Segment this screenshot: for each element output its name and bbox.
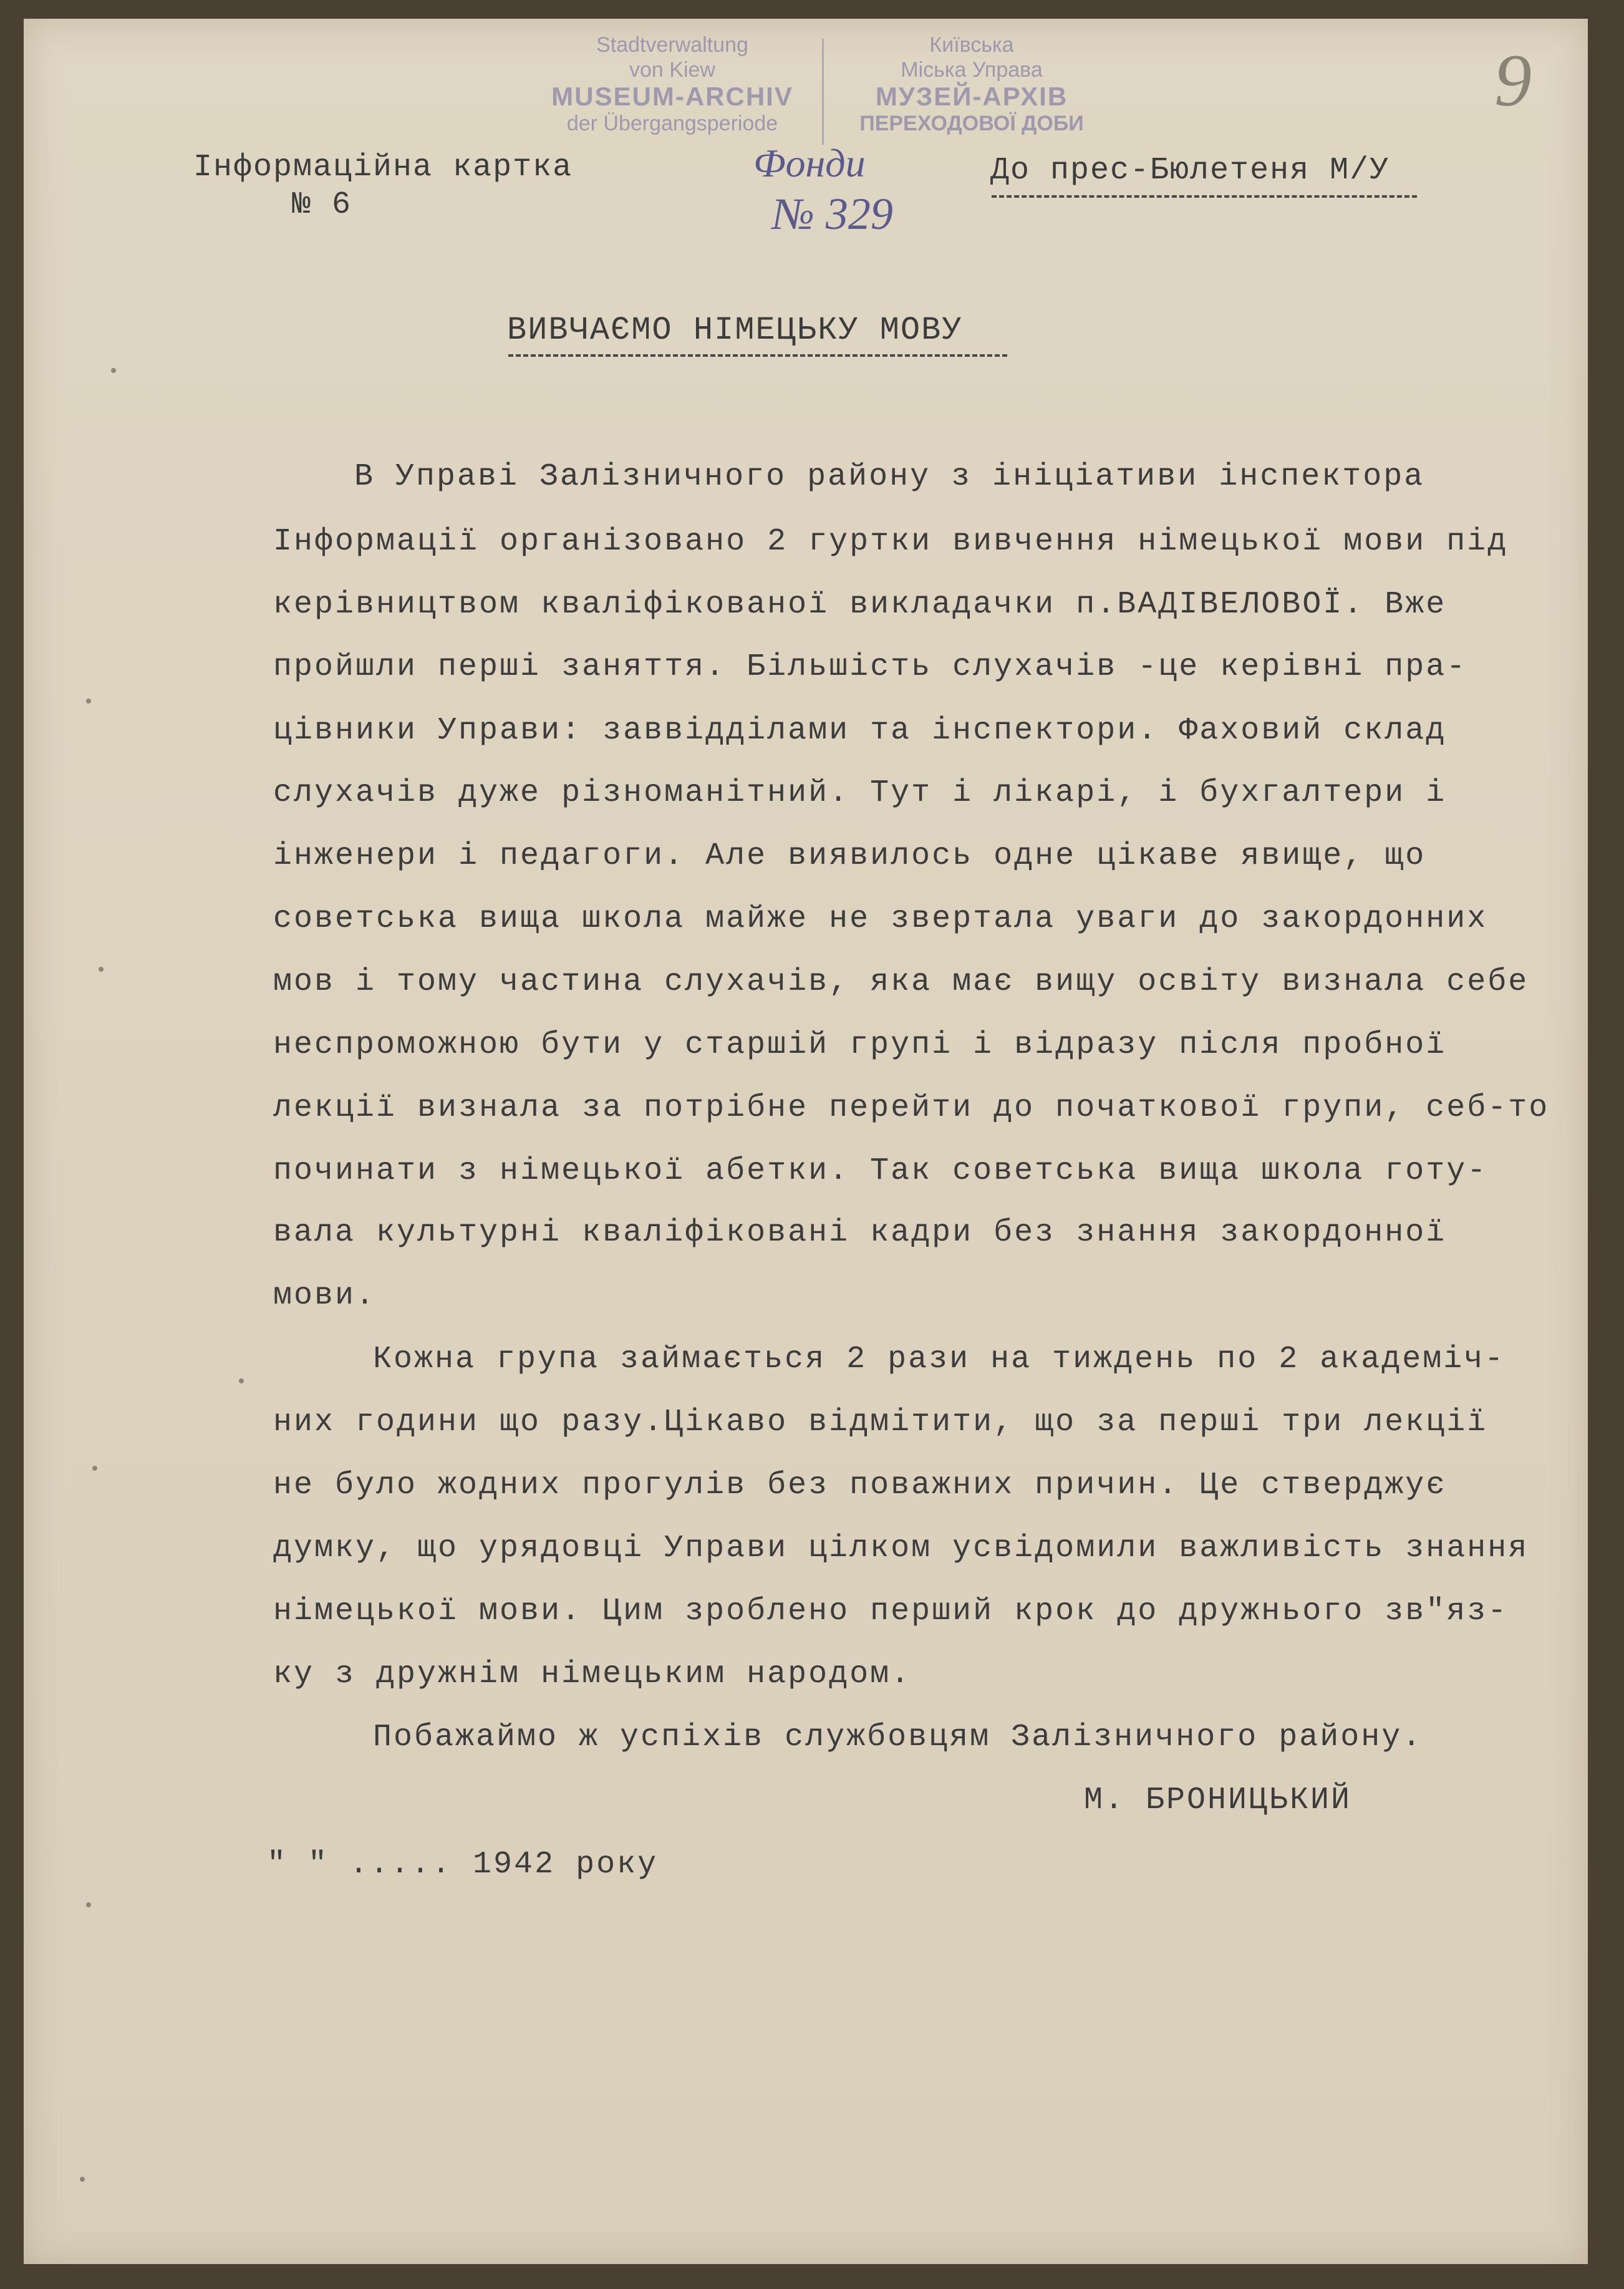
body-line: лекції визнала за потрібне перейти до початкової групи, себ-то: [273, 1090, 1550, 1126]
document-page: [24, 19, 1588, 2264]
body-line: німецької мови. Цим зроблено перший крок до дружнього зв"яз-: [273, 1594, 1509, 1629]
stamp-line: Міська Управа: [901, 58, 1043, 82]
paper-speck: [86, 1902, 91, 1907]
body-line: В Управі Залізничного району з ініціативи інспектора: [354, 459, 1425, 495]
body-line: пройшли перші заняття. Більшість слухачів -це керівні пра-: [273, 649, 1467, 685]
paper-speck: [111, 368, 116, 373]
body-line: ку з дружнім німецьким народом.: [273, 1657, 912, 1692]
date-line: " " ..... 1942 року: [267, 1847, 659, 1882]
body-line: інженери і педагоги. Але виявилось одне цікаве явище, що: [273, 838, 1426, 874]
body-line: Побажаймо ж успіхів службовцям Залізничного району.: [373, 1720, 1423, 1755]
fond-label: Фонди: [753, 141, 866, 185]
paper-speck: [80, 2177, 85, 2182]
stamp-line: МУЗЕЙ-АРХІВ: [875, 82, 1068, 111]
body-line: неспроможною бути у старшій групі і відразу після пробної: [273, 1027, 1447, 1063]
body-line: починати з німецької абетки. Так советська вища школа готу-: [273, 1153, 1488, 1189]
paper-speck: [239, 1378, 244, 1383]
body-line: мов і тому частина слухачів, яка має вищу освіту визнала себе: [273, 964, 1529, 1000]
body-line: слухачів дуже різноманітний. Тут і лікарі, і бухгалтери і: [273, 775, 1447, 811]
body-line: вала культурні кваліфіковані кадри без знання закордонної: [273, 1215, 1447, 1251]
body-line: них години що разу.Цікаво відмітити, що за перші три лекції: [273, 1405, 1488, 1440]
document-title: ВИВЧАЄМО НІМЕЦЬКУ МОВУ: [507, 312, 963, 349]
archive-stamp: [535, 32, 1121, 151]
card-title: Інформаційна картка: [193, 150, 573, 185]
title-underline: [508, 354, 1007, 357]
stamp-line: Київська: [929, 33, 1014, 57]
body-line: керівництвом кваліфікованої викладачки п.ВАДІВЕЛОВОЇ. Вже: [273, 587, 1447, 622]
paper-speck: [86, 699, 91, 704]
destination-underline: [992, 195, 1417, 198]
signature: М. БРОНИЦЬКИЙ: [1084, 1783, 1352, 1818]
stamp-divider: [822, 39, 824, 145]
body-line: советська вища школа майже не звертала уваги до закордонних: [273, 901, 1488, 937]
body-line: мови.: [273, 1278, 377, 1314]
stamp-line: von Kiew: [629, 58, 715, 82]
body-line: не було жодних прогулів без поважних причин. Це стверджує: [273, 1468, 1447, 1503]
card-number: № 6: [292, 187, 352, 223]
page-number: 9: [1494, 39, 1532, 122]
body-line: думку, що урядовці Управи цілком усвідомили важливість знання: [273, 1531, 1529, 1566]
paper-speck: [99, 967, 104, 972]
stamp-german: [535, 32, 810, 136]
fond-number: № 329: [772, 189, 893, 239]
stamp-line: MUSEUM-ARCHIV: [551, 82, 793, 111]
stamp-ukrainian: [834, 32, 1109, 136]
stamp-line: der Übergangsperiode: [566, 112, 778, 135]
stamp-line: ПЕРЕХОДОВОЇ ДОБИ: [859, 112, 1084, 135]
paper-speck: [92, 1466, 97, 1471]
destination: До прес-Бюлетеня М/У: [990, 153, 1390, 188]
stamp-line: Stadtverwaltung: [596, 33, 748, 57]
body-line: цівники Управи: заввідділами та інспектори. Фаховий склад: [273, 713, 1447, 748]
body-line: Інформації організовано 2 гуртки вивчення німецької мови під: [273, 524, 1509, 559]
body-line: Кожна група займається 2 рази на тиждень по 2 академіч-: [373, 1342, 1506, 1377]
